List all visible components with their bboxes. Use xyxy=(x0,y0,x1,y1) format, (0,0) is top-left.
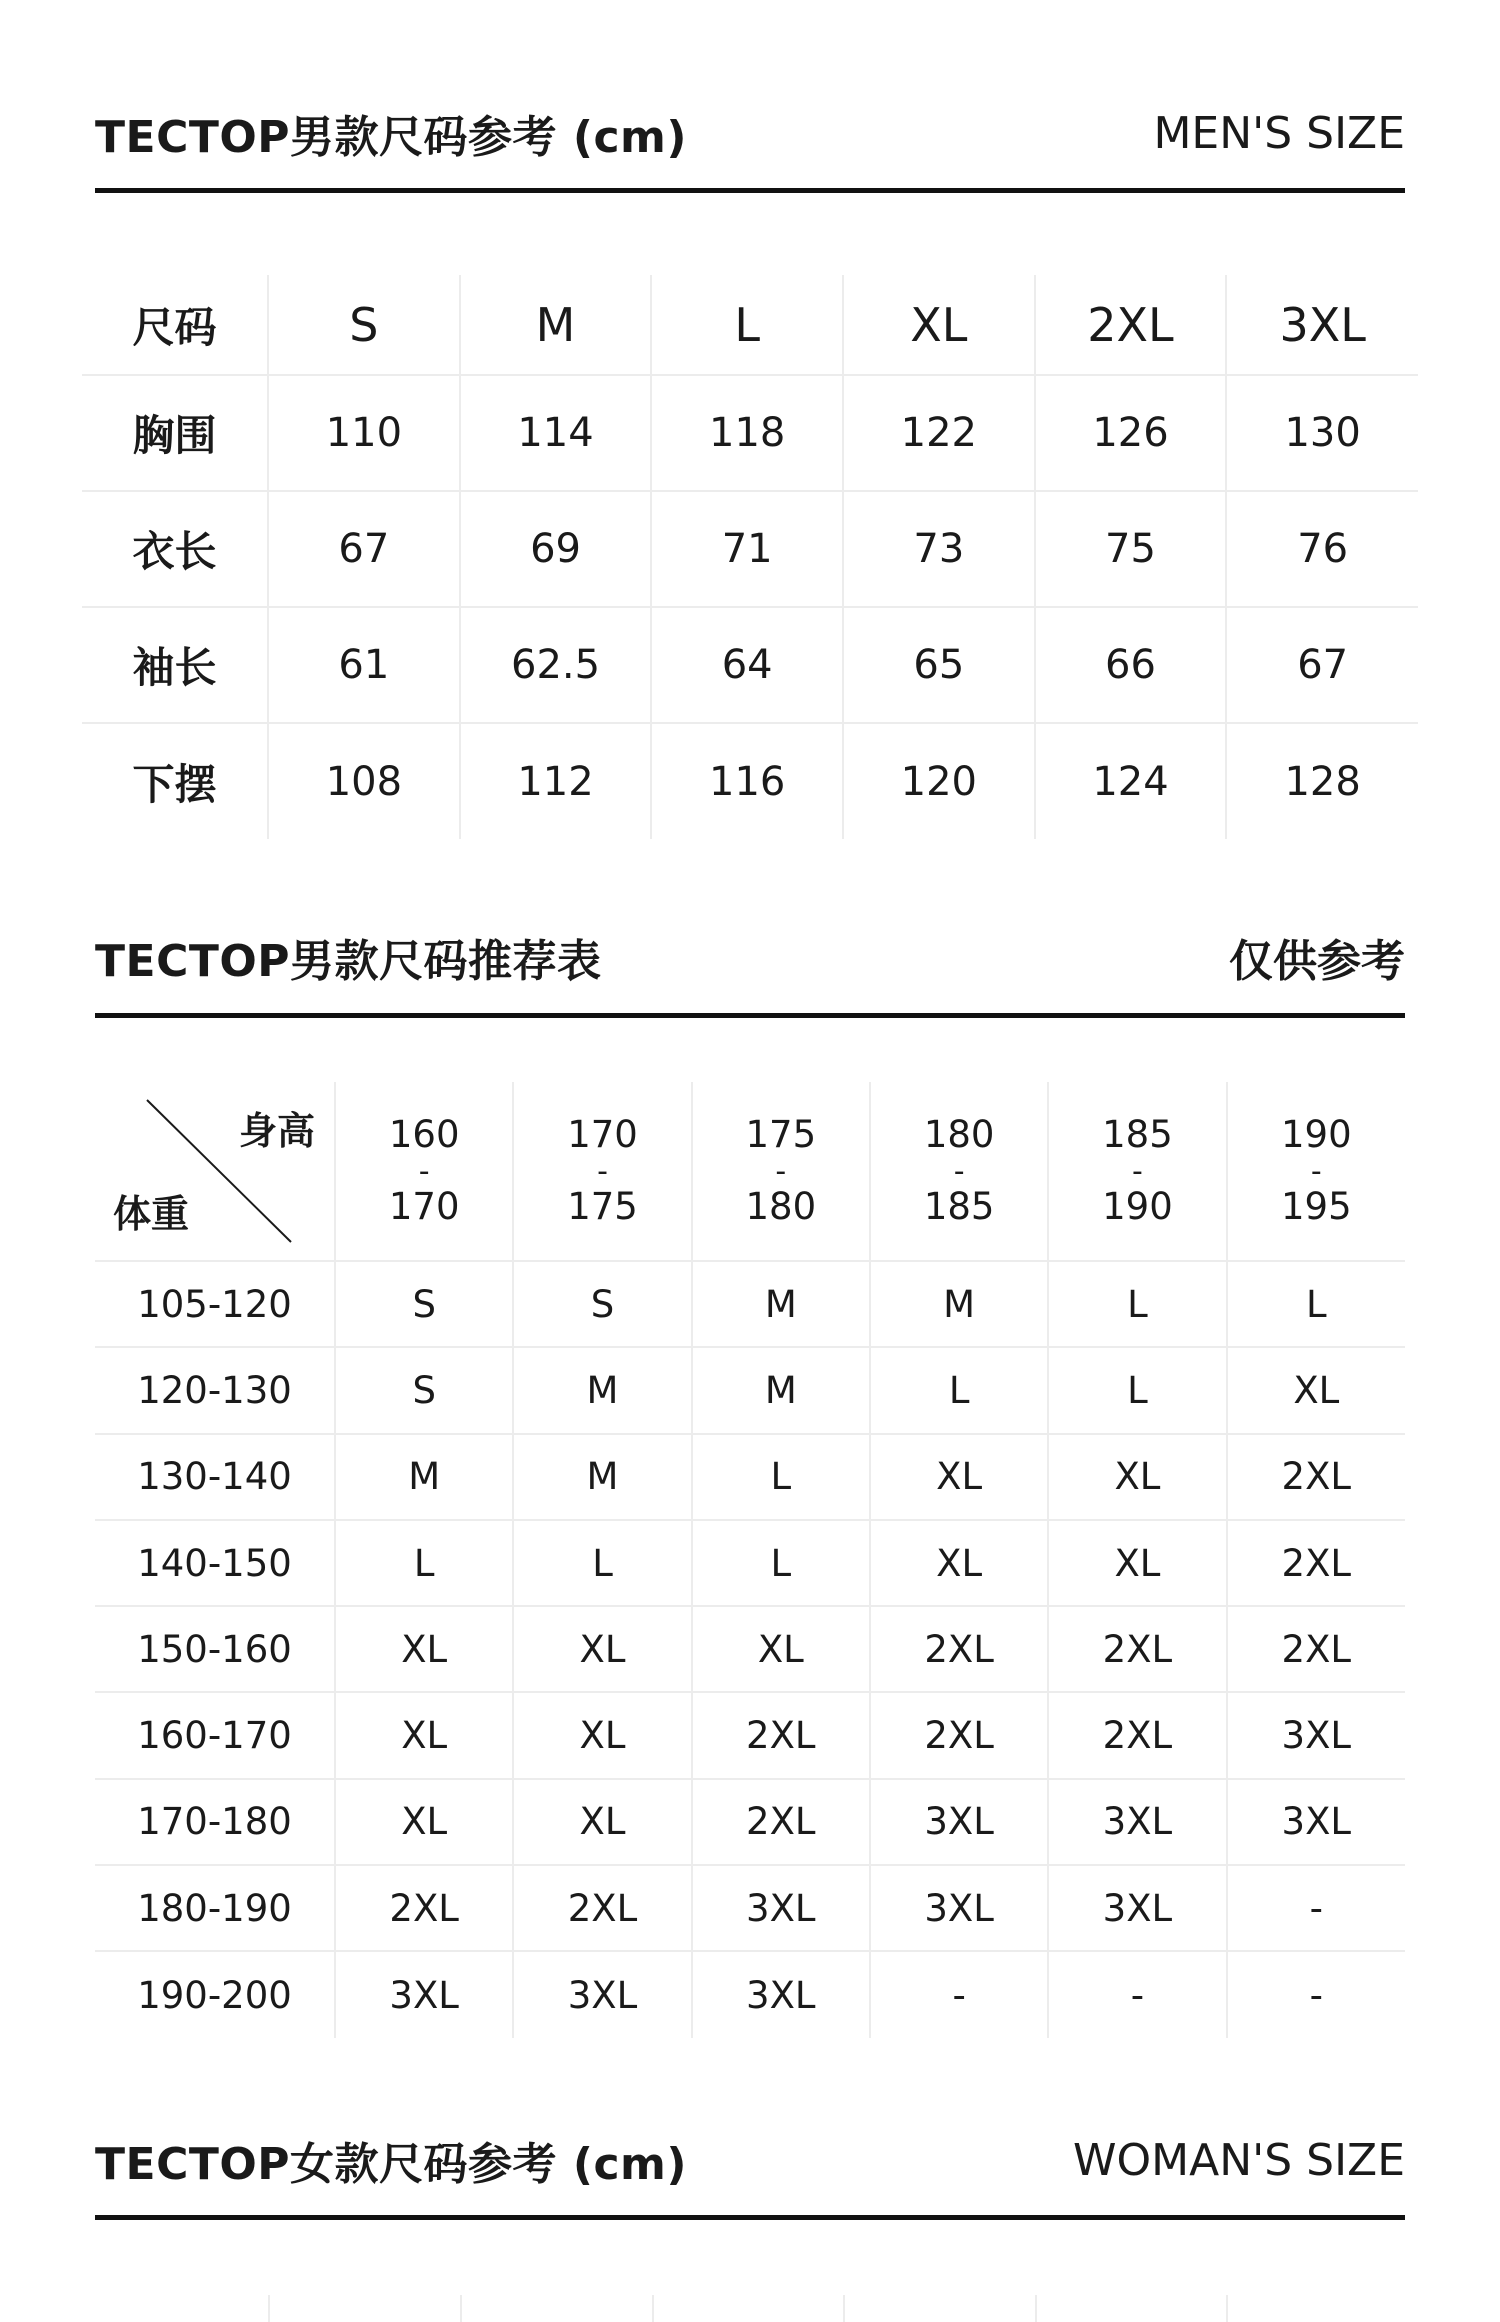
table-column-divider xyxy=(652,2295,654,2322)
height-range-header xyxy=(870,1082,1048,1261)
measurement-value: 126 xyxy=(1035,375,1227,491)
recommended-size-cell: 2XL xyxy=(870,1606,1048,1692)
recommended-size-cell: 2XL xyxy=(1048,1692,1226,1778)
recommended-size-cell: 3XL xyxy=(1048,1865,1226,1951)
recommended-size-cell: 2XL xyxy=(1227,1520,1405,1606)
weight-range-label: 130-140 xyxy=(95,1434,335,1520)
recommended-size-cell: 2XL xyxy=(513,1865,691,1951)
men-size-table xyxy=(82,275,1418,839)
men-size-divider xyxy=(95,188,1405,193)
recommended-size-cell: L xyxy=(1227,1261,1405,1347)
recommended-size-cell: XL xyxy=(513,1606,691,1692)
height-from: 175 xyxy=(745,1113,817,1157)
recommended-size-cell: 2XL xyxy=(1048,1606,1226,1692)
recommended-size-cell: 3XL xyxy=(692,1951,870,2037)
recommended-size-cell: 2XL xyxy=(692,1692,870,1778)
recommended-size-cell: XL xyxy=(870,1520,1048,1606)
recommended-size-cell: 3XL xyxy=(692,1865,870,1951)
weight-row xyxy=(95,1606,1405,1692)
measurement-row xyxy=(82,607,1418,723)
woman-size-divider xyxy=(95,2215,1405,2220)
weight-range-label: 190-200 xyxy=(95,1951,335,2037)
recommended-size-cell: 3XL xyxy=(870,1779,1048,1865)
measurement-label: 衣长 xyxy=(82,491,268,607)
size-column-header: M xyxy=(460,275,652,375)
men-recommend-title: TECTOP男款尺码推荐表 xyxy=(95,936,602,987)
measurement-value: 116 xyxy=(651,723,843,839)
height-range-dash: - xyxy=(775,1153,787,1189)
recommended-size-cell: M xyxy=(513,1434,691,1520)
measurement-value: 69 xyxy=(460,491,652,607)
recommended-size-cell: XL xyxy=(692,1606,870,1692)
woman-size-header xyxy=(95,2125,1405,2195)
height-axis-label: 身高 xyxy=(238,1109,315,1153)
weight-range-label: 170-180 xyxy=(95,1779,335,1865)
recommended-size-cell: S xyxy=(335,1347,513,1433)
recommended-size-cell: 2XL xyxy=(692,1779,870,1865)
measurement-value: 128 xyxy=(1226,723,1418,839)
recommended-size-cell: - xyxy=(1227,1865,1405,1951)
measurement-value: 108 xyxy=(268,723,460,839)
measurement-row xyxy=(82,723,1418,839)
measurement-value: 61 xyxy=(268,607,460,723)
recommended-size-cell: XL xyxy=(1048,1434,1226,1520)
measurement-value: 110 xyxy=(268,375,460,491)
weight-row xyxy=(95,1261,1405,1347)
height-from: 180 xyxy=(923,1113,995,1157)
recommended-size-cell: XL xyxy=(1048,1520,1226,1606)
height-range-dash: - xyxy=(953,1153,965,1189)
height-from: 160 xyxy=(388,1113,460,1157)
height-to: 190 xyxy=(1102,1184,1173,1228)
measurement-value: 64 xyxy=(651,607,843,723)
measurement-value: 67 xyxy=(268,491,460,607)
measurement-value: 66 xyxy=(1035,607,1227,723)
size-column-header: XL xyxy=(843,275,1035,375)
height-range-dash: - xyxy=(418,1153,430,1189)
recommended-size-cell: - xyxy=(1227,1951,1405,2037)
men-size-title: TECTOP男款尺码参考 (cm) xyxy=(95,112,687,163)
measurement-row xyxy=(82,491,1418,607)
recommended-size-cell: M xyxy=(335,1434,513,1520)
weight-row xyxy=(95,1520,1405,1606)
measurement-value: 114 xyxy=(460,375,652,491)
recommended-size-cell: M xyxy=(513,1347,691,1433)
recommended-size-cell: 2XL xyxy=(1227,1606,1405,1692)
recommended-size-cell: M xyxy=(692,1347,870,1433)
height-from: 185 xyxy=(1102,1113,1173,1157)
measurement-value: 112 xyxy=(460,723,652,839)
recommended-size-cell: XL xyxy=(335,1606,513,1692)
measurement-value: 130 xyxy=(1226,375,1418,491)
height-header-row xyxy=(95,1082,1405,1261)
recommended-size-cell: M xyxy=(692,1261,870,1347)
men-size-label: MEN'S SIZE xyxy=(1153,107,1405,159)
woman-size-label: WOMAN'S SIZE xyxy=(1073,2134,1405,2186)
weight-range-label: 180-190 xyxy=(95,1865,335,1951)
size-header-row xyxy=(82,275,1418,375)
recommended-size-cell: XL xyxy=(335,1692,513,1778)
men-size-header xyxy=(95,98,1405,168)
recommended-size-cell: 3XL xyxy=(1227,1692,1405,1778)
height-from: 170 xyxy=(567,1113,638,1157)
diagonal-corner-cell xyxy=(95,1082,335,1261)
measurement-value: 73 xyxy=(843,491,1035,607)
recommended-size-cell: 3XL xyxy=(870,1865,1048,1951)
height-to: 175 xyxy=(567,1184,638,1228)
height-range-header xyxy=(513,1082,691,1261)
weight-axis-label: 体重 xyxy=(113,1192,190,1236)
weight-range-label: 120-130 xyxy=(95,1347,335,1433)
recommended-size-cell: L xyxy=(692,1520,870,1606)
weight-range-label: 105-120 xyxy=(95,1261,335,1347)
recommended-size-cell: L xyxy=(1048,1347,1226,1433)
recommended-size-cell: 3XL xyxy=(1048,1779,1226,1865)
men-recommend-header xyxy=(95,922,1405,992)
measurement-value: 65 xyxy=(843,607,1035,723)
weight-range-label: 140-150 xyxy=(95,1520,335,1606)
height-range-dash: - xyxy=(597,1153,608,1189)
weight-range-label: 150-160 xyxy=(95,1606,335,1692)
table-column-divider xyxy=(1035,2295,1037,2322)
height-range-header xyxy=(1227,1082,1405,1261)
measurement-label: 下摆 xyxy=(82,723,268,839)
recommended-size-cell: XL xyxy=(870,1434,1048,1520)
recommended-size-cell: L xyxy=(692,1434,870,1520)
recommended-size-cell: XL xyxy=(513,1692,691,1778)
recommended-size-cell: 2XL xyxy=(335,1865,513,1951)
recommended-size-cell: 2XL xyxy=(870,1692,1048,1778)
recommended-size-cell: 3XL xyxy=(513,1951,691,2037)
measurement-value: 124 xyxy=(1035,723,1227,839)
measurement-value: 75 xyxy=(1035,491,1227,607)
height-to: 170 xyxy=(388,1184,460,1228)
height-to: 180 xyxy=(745,1184,817,1228)
recommended-size-cell: 3XL xyxy=(1227,1779,1405,1865)
recommended-size-cell: L xyxy=(513,1520,691,1606)
table-column-divider xyxy=(460,2295,462,2322)
weight-row xyxy=(95,1434,1405,1520)
table-column-divider xyxy=(1226,2295,1228,2322)
measurement-value: 67 xyxy=(1226,607,1418,723)
measurement-value: 62.5 xyxy=(460,607,652,723)
recommended-size-cell: - xyxy=(1048,1951,1226,2037)
measurement-label: 胸围 xyxy=(82,375,268,491)
recommended-size-cell: 3XL xyxy=(335,1951,513,2037)
height-range-header xyxy=(335,1082,513,1261)
recommended-size-cell: L xyxy=(335,1520,513,1606)
size-column-header: S xyxy=(268,275,460,375)
recommended-size-cell: XL xyxy=(335,1779,513,1865)
weight-row xyxy=(95,1779,1405,1865)
height-range-dash: - xyxy=(1310,1153,1322,1189)
table-column-divider xyxy=(268,2295,270,2322)
recommended-size-cell: M xyxy=(870,1261,1048,1347)
men-recommend-note: 仅供参考 xyxy=(1229,936,1405,987)
recommended-size-cell: XL xyxy=(1227,1347,1405,1433)
measurement-value: 120 xyxy=(843,723,1035,839)
table-column-divider xyxy=(843,2295,845,2322)
size-corner-label: 尺码 xyxy=(132,302,217,352)
size-column-header: 3XL xyxy=(1226,275,1418,375)
recommended-size-cell: XL xyxy=(513,1779,691,1865)
weight-row xyxy=(95,1347,1405,1433)
height-range-header xyxy=(1048,1082,1226,1261)
height-to: 195 xyxy=(1280,1184,1352,1228)
measurement-value: 76 xyxy=(1226,491,1418,607)
height-to: 185 xyxy=(923,1184,995,1228)
recommended-size-cell: 2XL xyxy=(1227,1434,1405,1520)
recommended-size-cell: L xyxy=(1048,1261,1226,1347)
size-column-header: 2XL xyxy=(1035,275,1227,375)
measurement-value: 122 xyxy=(843,375,1035,491)
height-range-header xyxy=(692,1082,870,1261)
weight-range-label: 160-170 xyxy=(95,1692,335,1778)
weight-row xyxy=(95,1692,1405,1778)
measurement-row xyxy=(82,375,1418,491)
height-from: 190 xyxy=(1280,1113,1352,1157)
height-range-dash: - xyxy=(1132,1153,1143,1189)
recommended-size-cell: S xyxy=(513,1261,691,1347)
woman-size-title: TECTOP女款尺码参考 (cm) xyxy=(95,2139,687,2190)
weight-row xyxy=(95,1951,1405,2037)
measurement-value: 71 xyxy=(651,491,843,607)
men-recommend-table xyxy=(95,1082,1405,2038)
recommended-size-cell: S xyxy=(335,1261,513,1347)
measurement-value: 118 xyxy=(651,375,843,491)
size-column-header: L xyxy=(651,275,843,375)
recommended-size-cell: L xyxy=(870,1347,1048,1433)
weight-row xyxy=(95,1865,1405,1951)
measurement-label: 袖长 xyxy=(82,607,268,723)
recommended-size-cell: - xyxy=(870,1951,1048,2037)
men-recommend-divider xyxy=(95,1013,1405,1018)
